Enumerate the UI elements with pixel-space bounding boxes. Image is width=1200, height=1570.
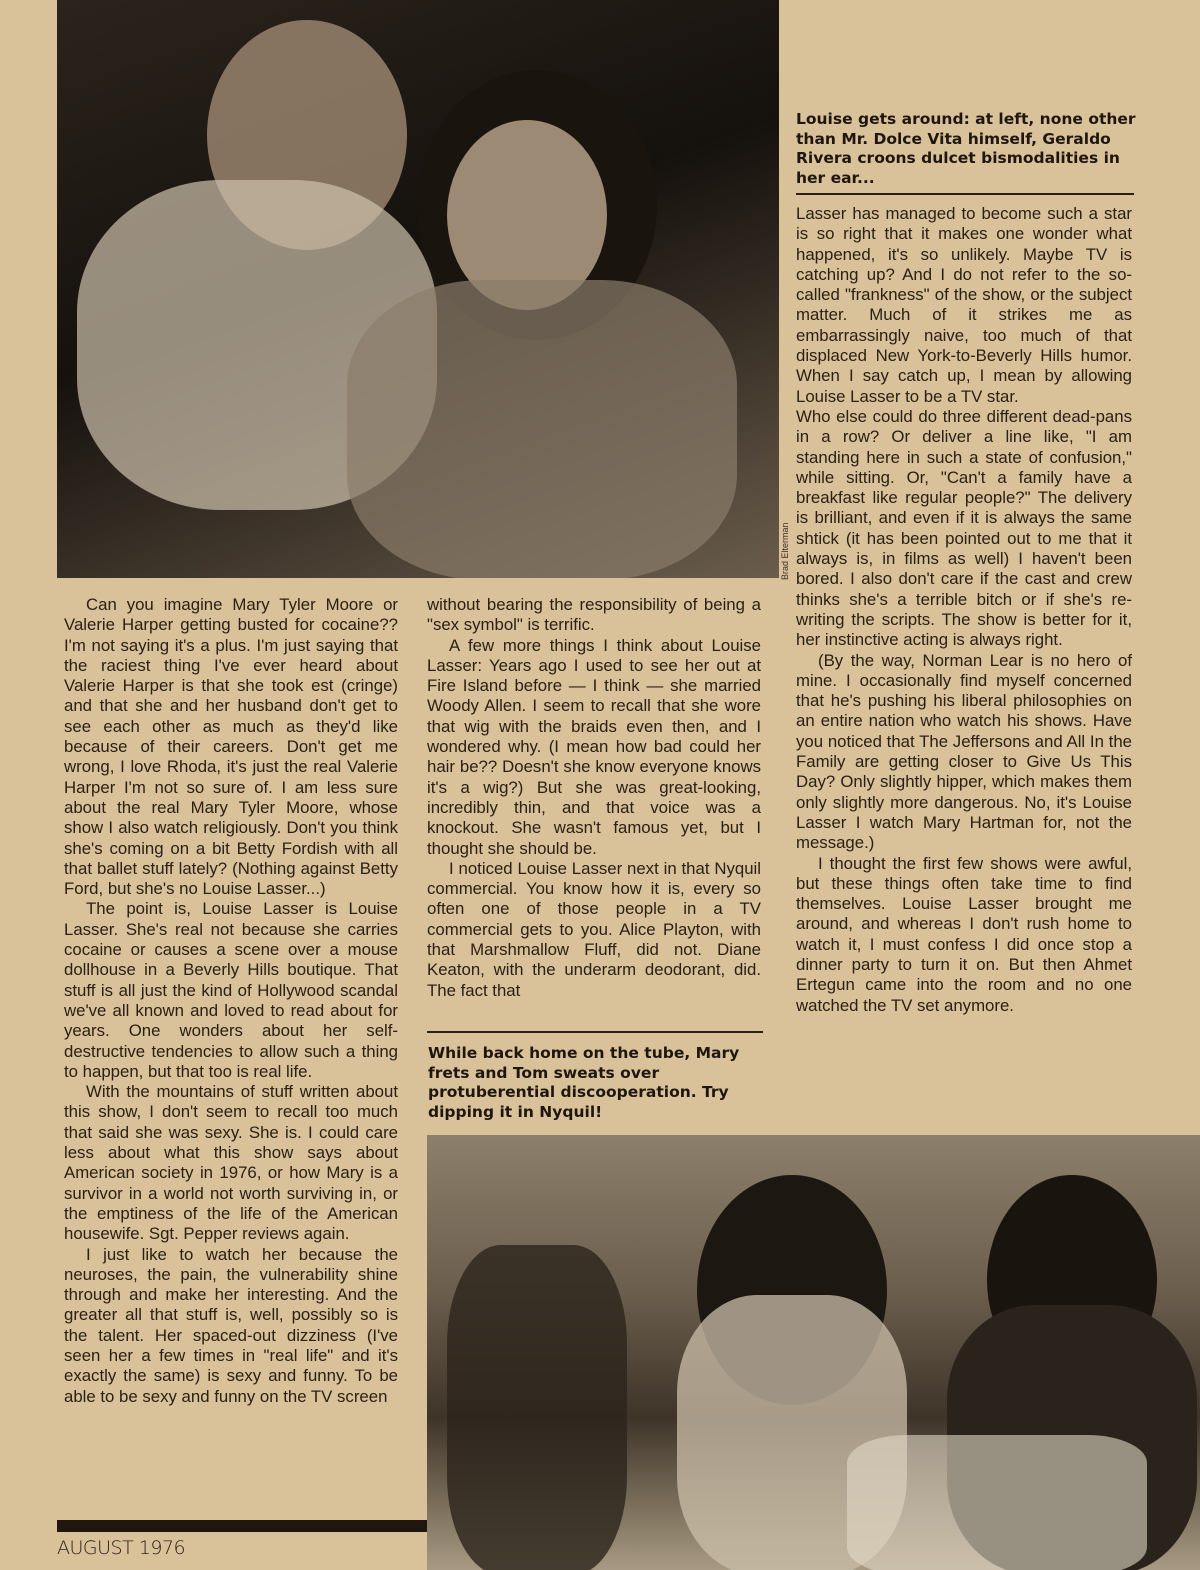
paragraph: without bearing the responsibility of being a "sex symbol" is terrific. — [427, 595, 761, 635]
caption-bottom-rule — [427, 1031, 763, 1033]
paragraph: Can you imagine Mary Tyler Moore or Valerie Harper getting busted for cocaine?? I'm not saying it's a plus. I'm just saying that the raciest thing I've ever heard about Valerie Harper is that she took est (cringe) and that she and her husband don't get to see each other as much as they'd like because of their careers. Don't get me wrong, I love Rhoda, it's just the real Valerie Harper I'm not so sure of. I am less sure about the real Mary Tyler Moore, whose show I also watch religiously. Don't you think she's coming on a bit Betty Fordish with all that ballet stuff lately? (Nothing against Betty Ford, but she's no Louise Lasser...) — [64, 595, 398, 899]
photo-credit: Brad Elterman — [780, 522, 790, 580]
paragraph: Lasser has managed to become such a star is so right that it makes one wonder what happened, it's so unlikely. Maybe TV is catching up? And I do not refer to the so-called "frankness" of the show, or the subject matter. Much of it strikes me as embarrassingly naive, too much of that displaced New York-to-Beverly Hills humor. When I say catch up, I mean by allowing Louise Lasser to be a TV star. — [796, 204, 1132, 406]
paragraph: Who else could do three different dead-pans in a row? Or deliver a line like, "I am standing here in such a state of confusion," while sitting. Or, "Can't a family have a breakfast like regular people?" The delivery is brilliant, and even if it is always the same shtick (it has been pointed out to me that it always is, in films as well) I haven't been bored. I also don't care if the cast and crew thinks she's a terrible bitch or if she's re-writing the scripts. The show is better for it, her instinctive acting is always right. — [796, 406, 1132, 650]
article-column-2 — [427, 595, 761, 1001]
paragraph: I thought the first few shows were awful, but these things often take time to find themselves. Louise Lasser brought me around, and whereas I don't rush home to watch it, I must confess I did once stop a dinner party to turn it on. But then Ahmet Ertegun came into the room and no one watched the TV set anymore. — [796, 853, 1132, 1015]
article-column-3 — [796, 204, 1132, 1016]
caption-top-rule — [796, 193, 1134, 195]
paragraph: A few more things I think about Louise Lasser: Years ago I used to see her out at Fire Island before — I think — she married Woody Allen. I seem to recall that she wore that wig with the braids even then, and I wondered why. (I mean how bad could her hair be?? Doesn't she know everyone knows it's a wig?) But she was great-looking, incredibly thin, and that voice was a knockout. She wasn't famous yet, but I thought she should be. — [427, 635, 761, 858]
issue-date: AUGUST 1976 — [57, 1537, 186, 1559]
paragraph: The point is, Louise Lasser is Louise Lasser. She's real not because she carries cocaine or causes a scene over a mouse dollhouse in a Beverly Hills boutique. That stuff is all just the kind of Hollywood scandal we've all known and loved to read about for years. One wonders about her self-destructive tendencies to allow such a thing to happen, but that too is real life. — [64, 899, 398, 1081]
paragraph: With the mountains of stuff written about this show, I don't seem to recall too much that said she was sexy. She is. I could care less about what this show says about American society in 1976, or how Mary is a survivor in a world not worth surviving in, or the emptiness of the life of the American housewife. Sgt. Pepper reviews again. — [64, 1082, 398, 1244]
paragraph: I noticed Louise Lasser next in that Nyquil commercial. You know how it is, every so often one of those people in a TV commercial gets to you. Alice Playton, with that Marshmallow Fluff, did not. Diane Keaton, with the underarm deodorant, did. The fact that — [427, 858, 761, 1000]
photo-top — [57, 0, 779, 578]
article-column-1 — [64, 595, 398, 1407]
photo-bottom — [427, 1135, 1200, 1570]
paragraph: (By the way, Norman Lear is no hero of mine. I occasionally find myself concerned that he's pushing his liberal philosophies on an entire nation who watch his shows. Have you noticed that The Jeffersons and All In the Family are getting closer to Give Us This Day? Only slightly hipper, which makes them only slightly more dangerous. No, it's Louise Lasser I watch Mary Hartman for, not the message.) — [796, 650, 1132, 853]
paragraph: I just like to watch her because the neuroses, the pain, the vulnerability shine through and make her interesting. And the greater all that stuff is, well, possibly so is the talent. Her spaced-out dizziness (I've seen her a few times in "real life" and it's exactly the same) is sexy and funny. To be able to be sexy and funny on the TV screen — [64, 1244, 398, 1406]
caption-top: Louise gets around: at left, none other than Mr. Dolce Vita himself, Geraldo Rivera croons dulcet bismodalities in her ear... — [796, 110, 1136, 187]
caption-bottom: While back home on the tube, Mary frets and Tom sweats over protuberential discooperation. Try dipping it in Nyquil! — [428, 1044, 740, 1121]
footer-rule — [57, 1520, 427, 1532]
